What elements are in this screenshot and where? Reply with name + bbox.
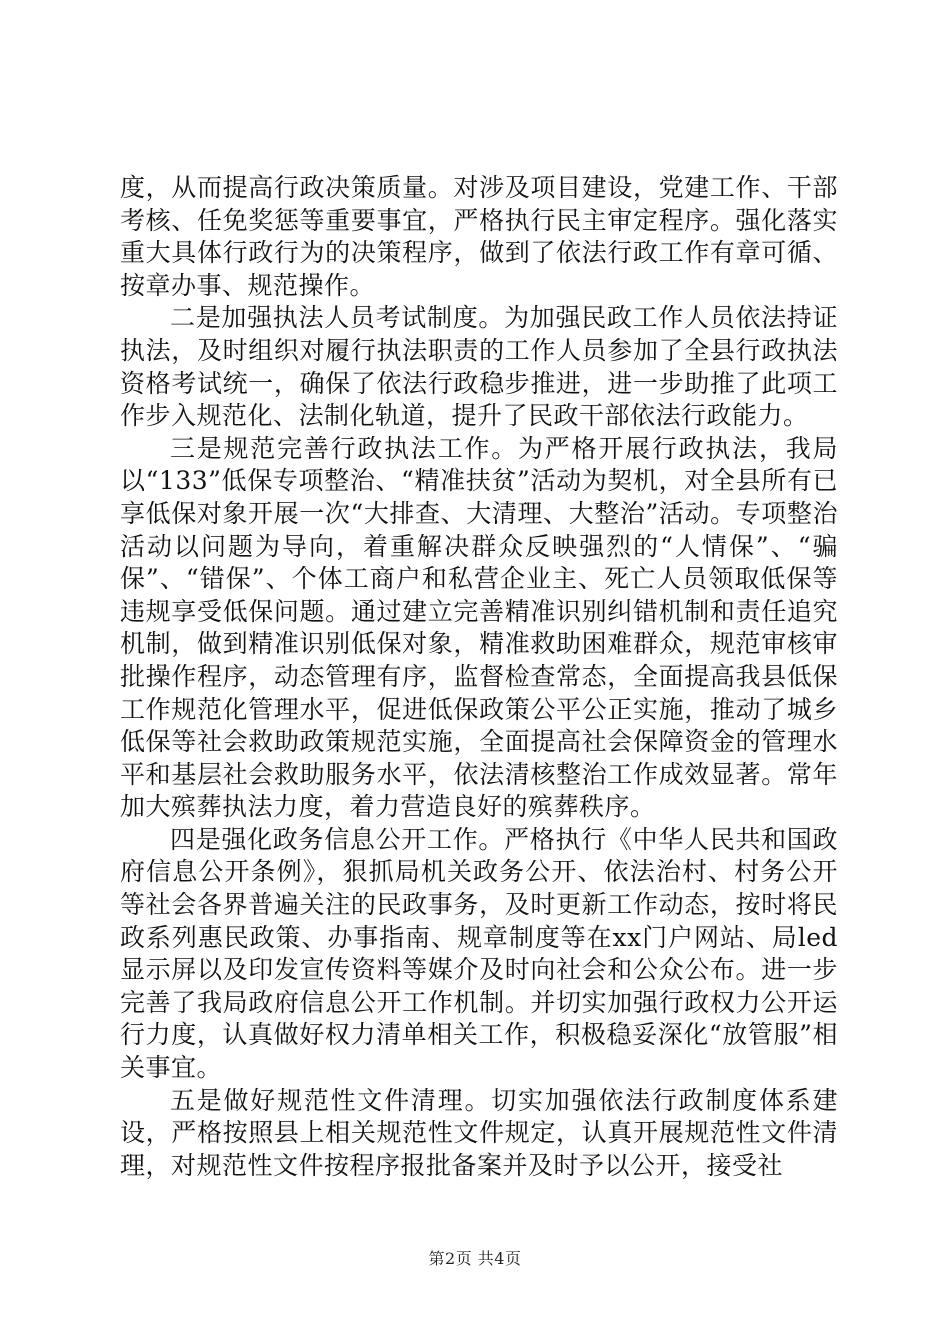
document-body: [120, 172, 838, 1182]
paragraph-document-cleanup: 五是做好规范性文件清理。切实加强依法行政制度体系建设，严格按照县上相关规范性文件规定，认真开展规范性文件清理，对规范性文件按程序报批备案并及时予以公开，接受社: [120, 1085, 838, 1180]
paragraph-exam-system: 二是加强执法人员考试制度。为加强民政工作人员依法持证执法，及时组织对履行执法职责的工作人员参加了全县行政执法资格考试统一，确保了依法行政稳步推进，进一步助推了此项工作步入规范化、法制化轨道，提升了民政干部依法行政能力。: [120, 303, 838, 431]
paragraph-continuation: 度，从而提高行政决策质量。对涉及项目建设，党建工作、干部考核、任免奖惩等重要事宜，严格执行民主审定程序。强化落实重大具体行政行为的决策程序，做到了依法行政工作有章可循、按章办事、规范操作。: [120, 173, 838, 300]
paragraph-law-enforcement: 三是规范完善行政执法工作。为严格开展行政执法，我局以“133”低保专项整治、“精准扶贫”活动为契机，对全县所有已享低保对象开展一次“大排查、大清理、大整治”活动。专项整治活动以问题为导向，着重解决群众反映强烈的“人情保”、“骗保”、“错保”、个体工商户和私营企业主、死亡人员领取低保等违规享受低保问题。通过建立完善精准识别纠错机制和责任追究机制，做到精准识别低保对象，精准救助困难群众，规范审核审批操作程序，动态管理有序，监督检查常态，全面提高我县低保工作规范化管理水平，促进低保政策公平公正实施，推动了城乡低保等社会救助政策规范实施，全面提高社会保障资金的管理水平和基层社会救助服务水平，依法清核整治工作成效显著。常年加大殡葬执法力度，着力营造良好的殡葬秩序。: [120, 433, 838, 822]
paragraph-information-disclosure: 四是强化政务信息公开工作。严格执行《中华人民共和国政府信息公开条例》，狠抓局机关政务公开、依法治村、村务公开等社会各界普遍关注的民政事务，及时更新工作动态，按时将民政系列惠民政策、办事指南、规章制度等在xx门户网站、局led显示屏以及印发宣传资料等媒介及时向社会和公众公布。进一步完善了我局政府信息公开工作机制。并切实加强行政权力公开运行力度，认真做好权力清单相关工作，积极稳妥深化“放管服”相关事宜。: [120, 824, 838, 1083]
page-footer: 第2页 共4页: [428, 1249, 522, 1268]
